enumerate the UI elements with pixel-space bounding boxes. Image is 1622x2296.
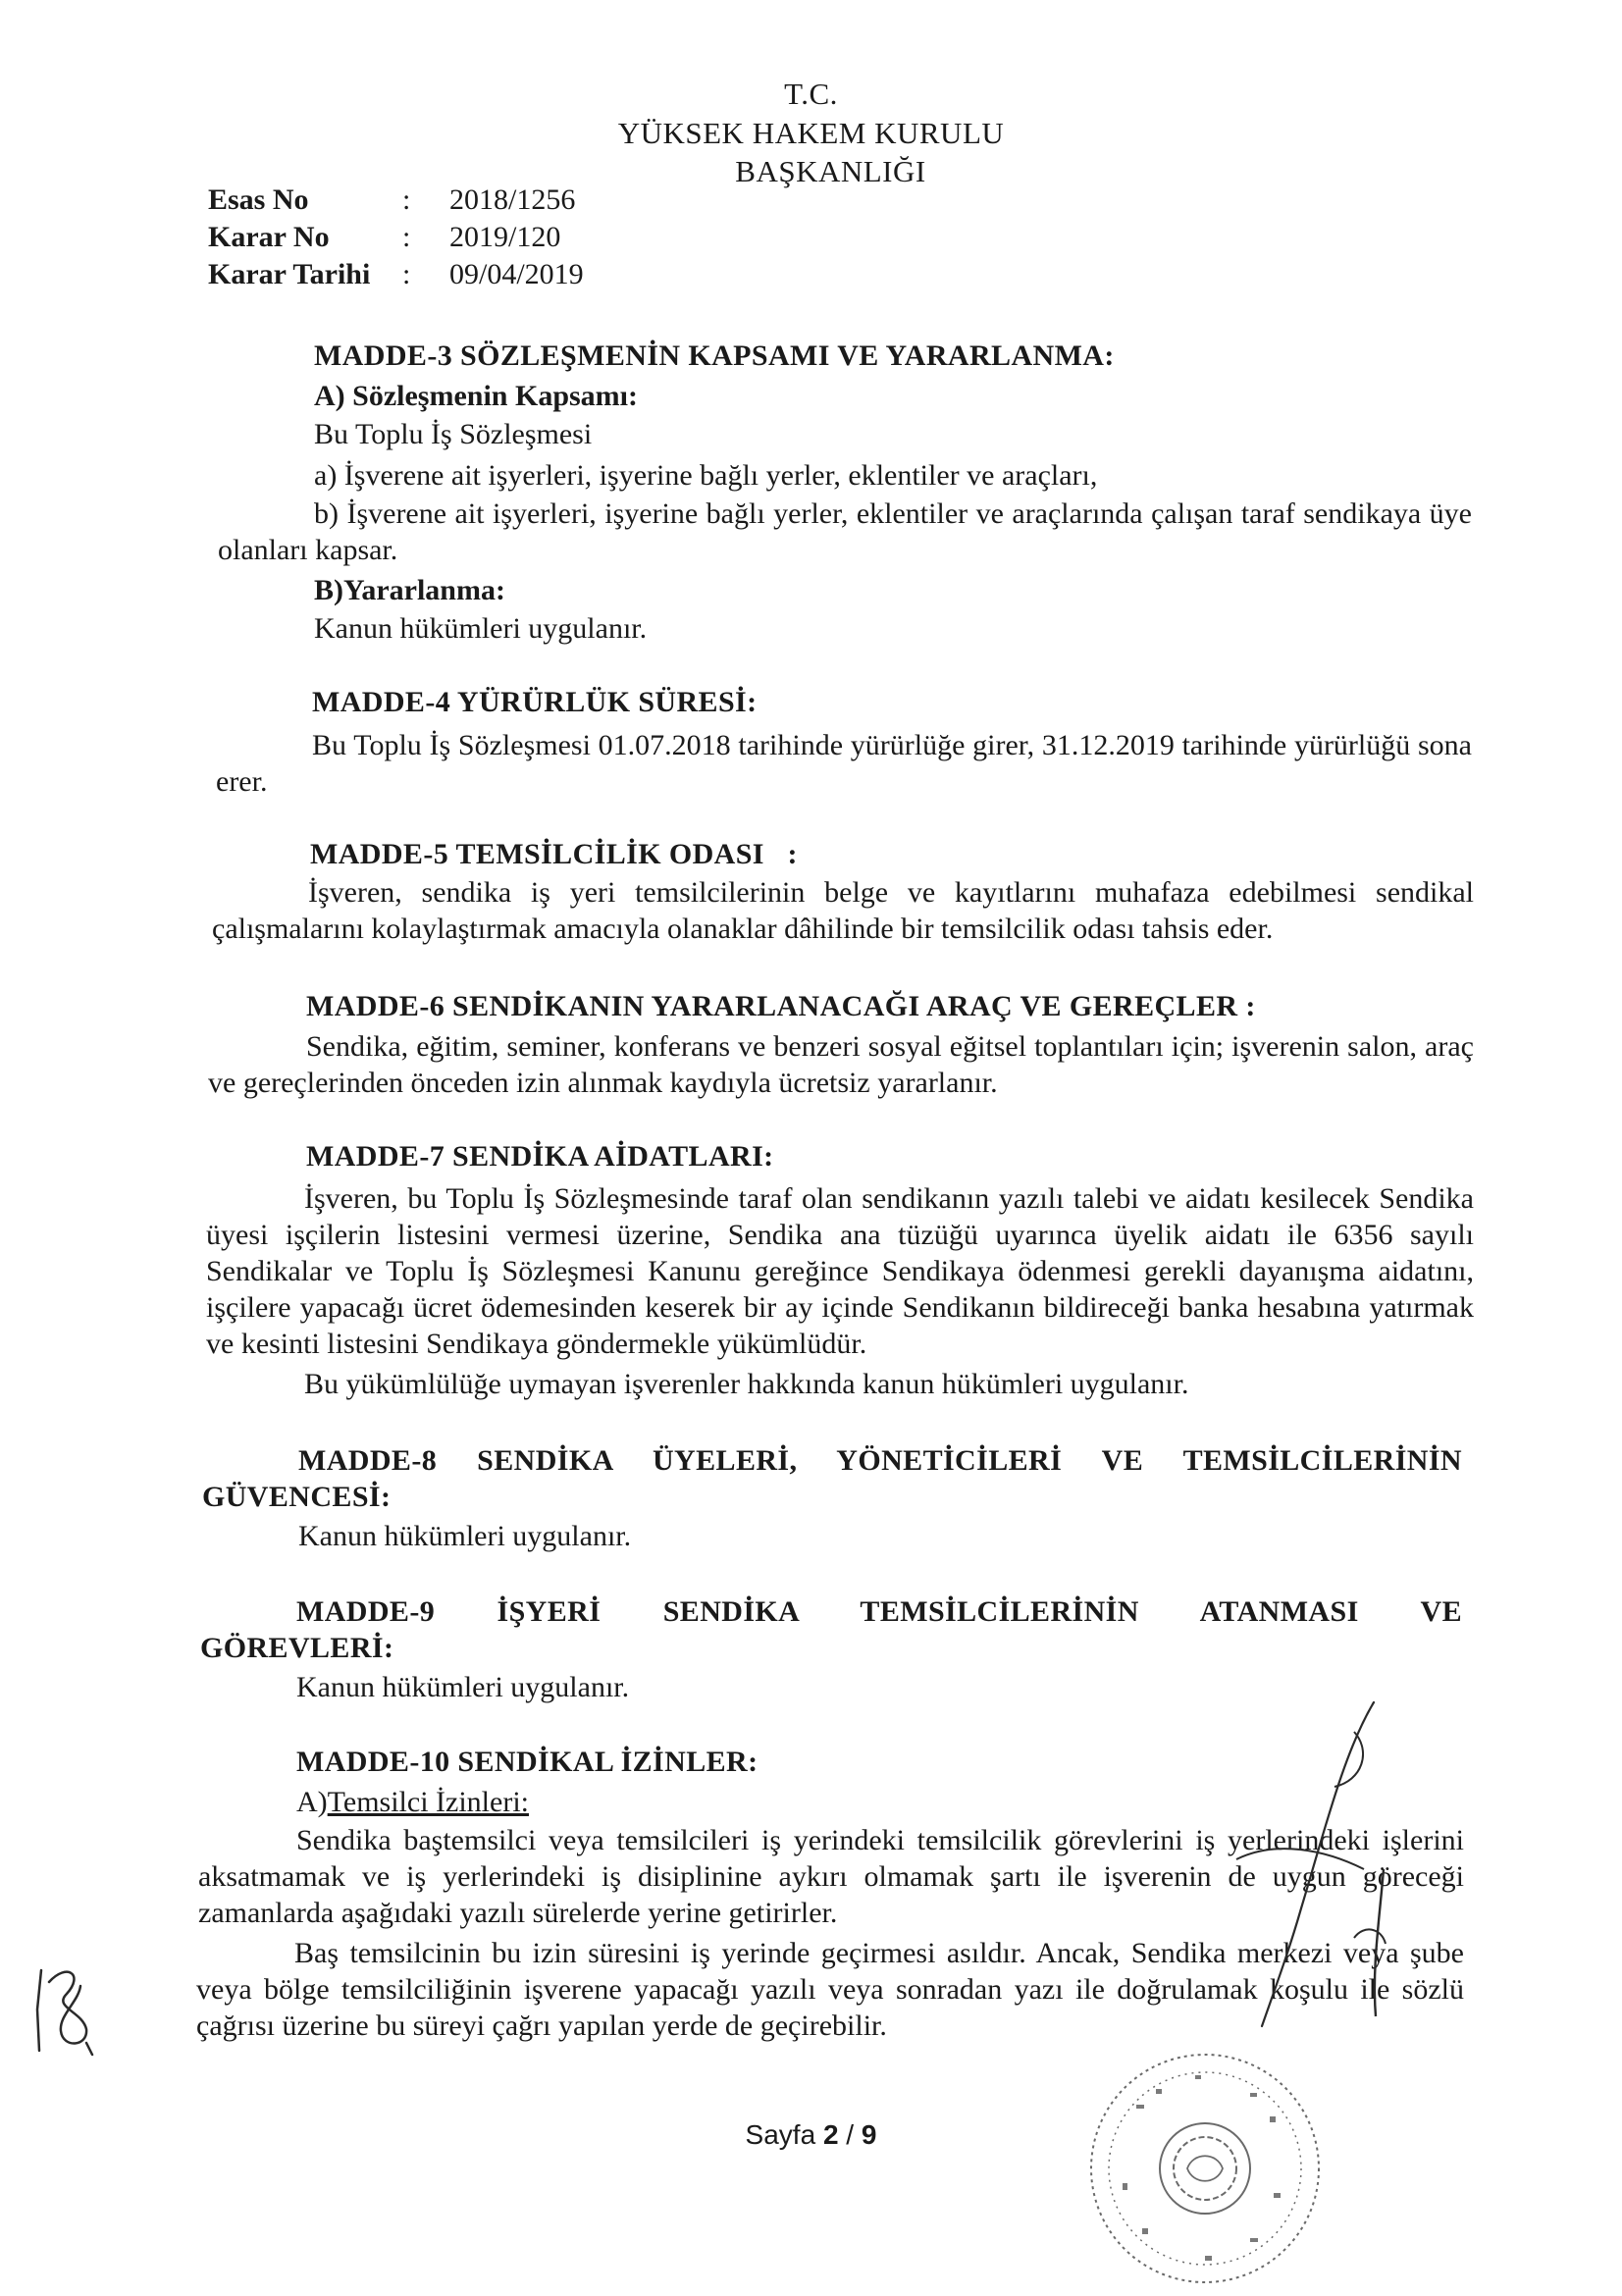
page-number-separator: /	[838, 2119, 862, 2150]
meta-row-esas	[208, 182, 584, 219]
madde-8-text: Kanun hükümleri uygulanır.	[298, 1520, 632, 1552]
page-number-prefix: Sayfa	[745, 2119, 823, 2150]
page-number-current: 2	[822, 2119, 839, 2150]
madde-7-heading	[306, 1138, 1474, 1174]
madde-3-line1: Bu Toplu İş Sözleşmesi	[314, 418, 593, 450]
madde-4-text: Bu Toplu İş Sözleşmesi 01.07.2018 tarihinde yürürlüğe girer, 31.12.2019 tarihinde yürürlüğü sona erer.	[216, 729, 1472, 798]
page-number	[0, 2119, 1622, 2151]
section-heading: MADDE-4 YÜRÜRLÜK SÜRESİ:	[312, 686, 758, 718]
madde-10-text2: Baş temsilcinin bu izin süresini iş yerinde geçirmesi asıldır. Ancak, Sendika merkezi veya şube veya bölge temsilciliğinin işverene yapacağı yazılı veya sonradan yazı ile doğrulamak koşulu ile sözlü çağrısı üzerine bu süreyi çağrı yapılan yerde de geçirebilir.	[196, 1937, 1464, 2042]
subsection-prefix: A)	[296, 1786, 328, 1818]
meta-value: 09/04/2019	[449, 258, 584, 290]
page-number-total: 9	[861, 2119, 877, 2150]
meta-row-tarih	[208, 256, 584, 293]
meta-value: 2018/1256	[449, 183, 576, 216]
subsection-heading: A) Sözleşmenin Kapsamı:	[314, 380, 638, 412]
madde-3-heading	[314, 338, 1472, 374]
meta-value: 2019/120	[449, 221, 561, 253]
subsection-title: Temsilci İzinleri:	[327, 1786, 529, 1818]
meta-label: Esas No	[208, 183, 309, 216]
meta-label: Karar Tarihi	[208, 258, 371, 290]
meta-colon: :	[402, 221, 411, 253]
madde-10-text1: Sendika baştemsilci veya temsilcileri iş yerindeki temsilcilik görevlerini iş yerlerindeki işlerini aksatmamak ve iş yerlerindeki iş disiplinine aykırı olmamak şartı ile işverenin de uygun göreceği zamanlarda aşağıdaki yazılı sürelerde yerine getirirler.	[198, 1824, 1464, 1929]
header-institution: YÜKSEK HAKEM KURULU	[617, 116, 1005, 150]
madde-5-text: İşveren, sendika iş yeri temsilcilerinin belge ve kayıtlarını muhafaza edebilmesi sendikal çalışmalarını kolaylaştırmak amacıyla olanaklar dâhilinde bir temsilcilik odası tahsis eder.	[212, 876, 1474, 945]
section-heading: MADDE-3 SÖZLEŞMENİN KAPSAMI VE YARARLANMA:	[314, 339, 1115, 372]
signature-icon	[1207, 1693, 1403, 2070]
header-department: BAŞKANLIĞI	[735, 154, 926, 188]
meta-row-karar	[208, 219, 584, 256]
madde-6-heading	[306, 988, 1474, 1024]
subsection-heading: B)Yararlanma:	[314, 574, 505, 606]
header-tc: T.C.	[784, 77, 838, 111]
handwritten-initial-icon	[27, 1953, 106, 2065]
meta-colon: :	[402, 183, 411, 216]
madde-7-text2: Bu yükümlülüğe uymayan işverenler hakkında kanun hükümleri uygulanır.	[304, 1368, 1189, 1400]
madde-4-heading	[312, 684, 1470, 720]
meta-label: Karar No	[208, 221, 330, 253]
meta-colon: :	[402, 258, 411, 290]
madde-7-text1: İşveren, bu Toplu İş Sözleşmesinde taraf olan sendikanın yazılı talebi ve aidatı kesilecek Sendika üyesi işçilerin listesini vermesi üzerine, Sendika ana tüzüğü uyarınca üyelik aidatı ile 6356 sayılı Sendikalar ve Toplu İş Sözleşmesi Kanunu gereğince Sendikaya ödenmesi gerekli dayanışma aidatını, işçilere yapacağı ücret ödemesinden keserek bir ay içinde Sendikanın bildireceği banka hesabına yatırmak ve kesinti listesini Sendikaya göndermekle yükümlüdür.	[206, 1182, 1474, 1360]
section-heading: MADDE-9 İŞYERİ SENDİKA TEMSİLCİLERİNİN ATANMASI VE GÖREVLERİ:	[200, 1595, 1462, 1664]
madde-3-sub-b	[314, 572, 1472, 608]
madde-3-line3: b) İşverene ait işyerleri, işyerine bağlı yerler, eklentiler ve araçlarında çalışan taraf sendikaya üye olanları kapsar.	[218, 497, 1472, 566]
section-heading: MADDE-5 TEMSİLCİLİK ODASI :	[310, 838, 798, 870]
madde-9-heading	[200, 1593, 1462, 1666]
section-heading: MADDE-6 SENDİKANIN YARARLANACAĞI ARAÇ VE GEREÇLER :	[306, 990, 1256, 1022]
section-heading: MADDE-8 SENDİKA ÜYELERİ, YÖNETİCİLERİ VE TEMSİLCİLERİNİN GÜVENCESİ:	[202, 1444, 1462, 1513]
case-meta	[208, 182, 584, 293]
madde-9-text: Kanun hükümleri uygulanır.	[296, 1671, 630, 1703]
madde-8-heading	[202, 1442, 1462, 1515]
madde-3-line4: Kanun hükümleri uygulanır.	[314, 612, 648, 645]
official-seal-icon	[1077, 2046, 1333, 2296]
madde-3-sub-a	[314, 378, 1472, 414]
madde-3-line2: a) İşverene ait işyerleri, işyerine bağlı yerler, eklentiler ve araçları,	[314, 459, 1098, 492]
madde-5-heading	[310, 836, 1468, 872]
section-heading: MADDE-10 SENDİKAL İZİNLER:	[296, 1746, 759, 1778]
madde-6-text: Sendika, eğitim, seminer, konferans ve benzeri sosyal eğitsel toplantıları için; işverenin salon, araç ve gereçlerinden önceden izin alınmak kaydıyla ücretsiz yararlanır.	[208, 1030, 1474, 1099]
section-heading: MADDE-7 SENDİKA AİDATLARI:	[306, 1140, 774, 1173]
